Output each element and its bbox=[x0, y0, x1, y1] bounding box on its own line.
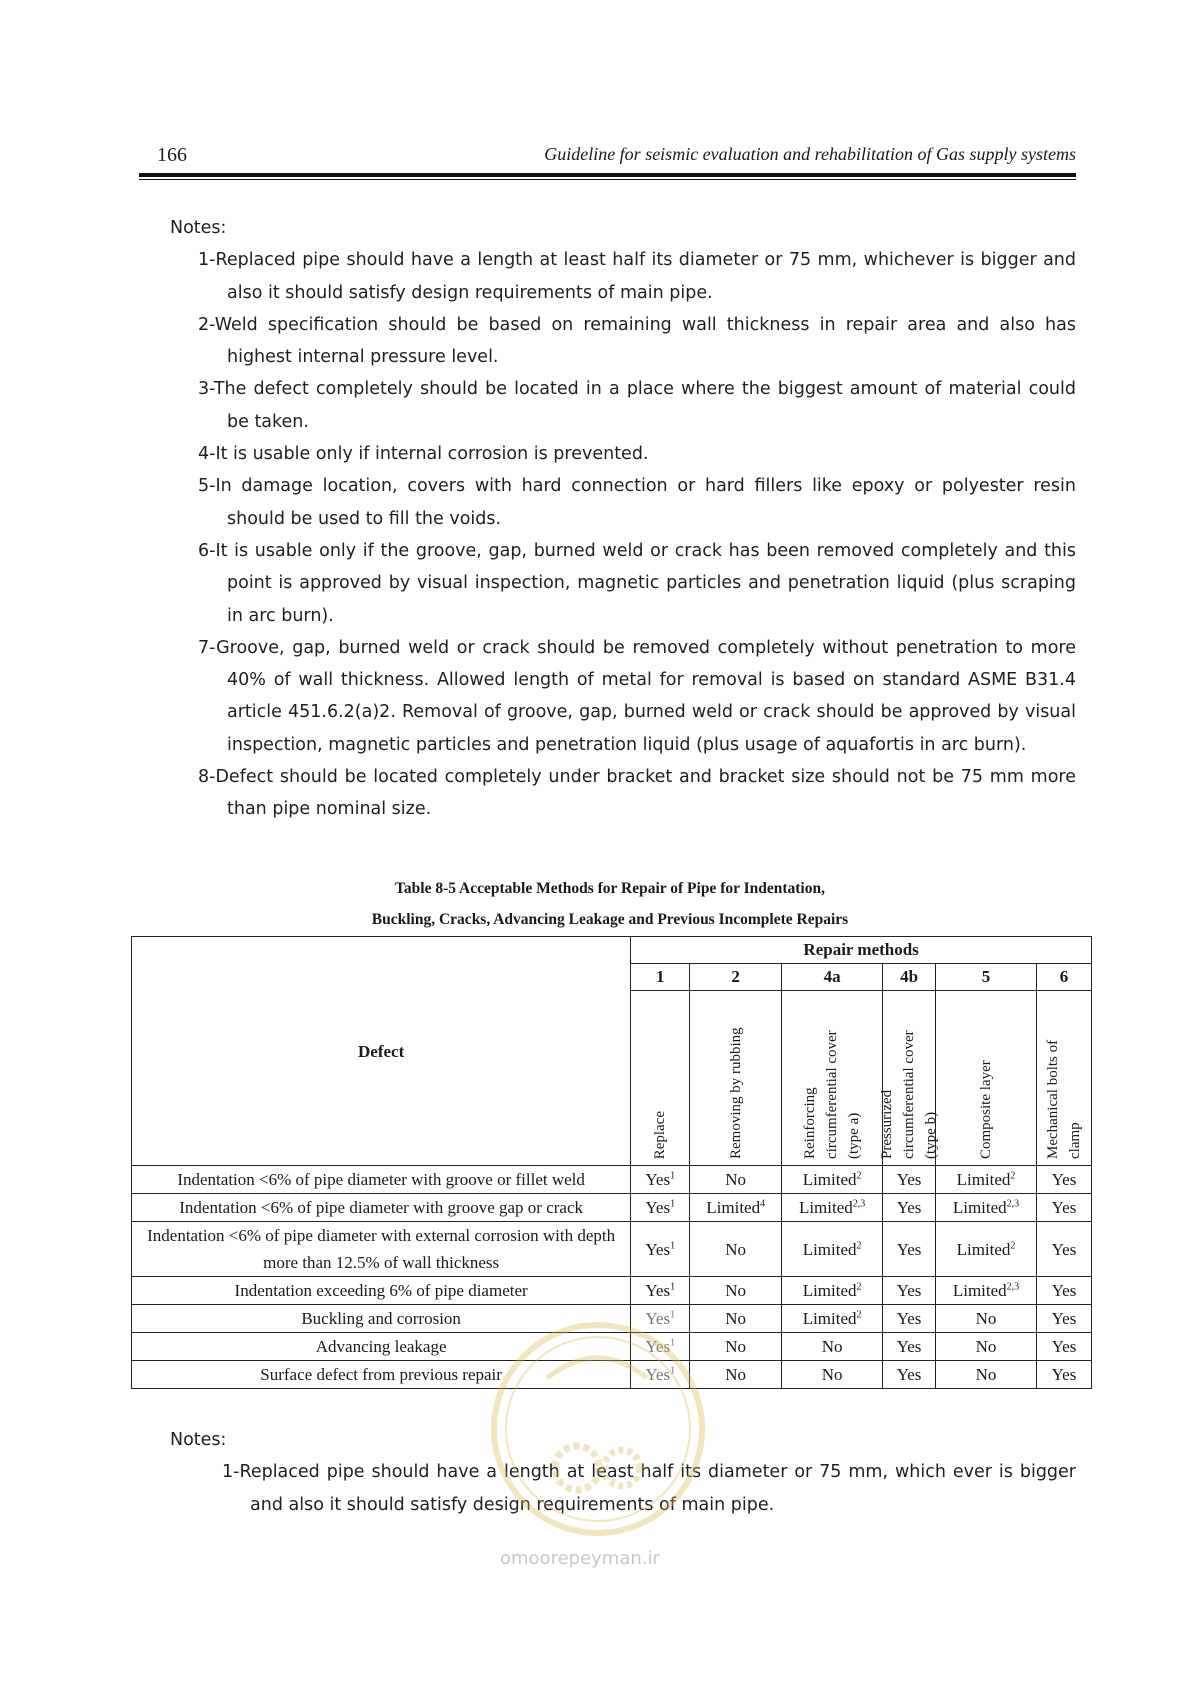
cell-value: Yes bbox=[896, 1281, 922, 1300]
cell-value: No bbox=[725, 1337, 747, 1356]
note-item: 5-In damage location, covers with hard connection or hard fillers like epoxy or polyester resin should be used to fill the voids. bbox=[198, 476, 1076, 529]
cell-value: No bbox=[725, 1239, 747, 1259]
cell-value: Yes bbox=[645, 1281, 671, 1300]
method-cell bbox=[782, 1333, 883, 1361]
method-number: 4b bbox=[883, 964, 936, 991]
method-cell bbox=[883, 1277, 936, 1305]
method-name: Reinforcing circumferential cover (type a) bbox=[802, 1030, 863, 1159]
method-cell bbox=[1036, 1277, 1091, 1305]
cell-value: Limited bbox=[952, 1198, 1007, 1217]
defect-cell: Advancing leakage bbox=[132, 1333, 631, 1361]
cell-value: No bbox=[725, 1170, 747, 1189]
cell-value: Yes bbox=[896, 1337, 922, 1356]
table-row bbox=[132, 1166, 1092, 1194]
method-cell bbox=[936, 1277, 1037, 1305]
method-cell bbox=[936, 1333, 1037, 1361]
cell-value: No bbox=[725, 1309, 747, 1328]
method-cell bbox=[883, 1222, 936, 1277]
method-name: Removing by rubbing bbox=[727, 1027, 744, 1159]
cell-value: Yes bbox=[645, 1239, 671, 1259]
method-cell bbox=[782, 1194, 883, 1222]
cell-value: Limited bbox=[802, 1239, 857, 1259]
method-cell bbox=[782, 1361, 883, 1389]
method-name-cell bbox=[879, 991, 940, 1166]
method-cell bbox=[690, 1222, 782, 1277]
method-cell bbox=[690, 1166, 782, 1194]
cell-value: Limited bbox=[802, 1309, 857, 1328]
method-name-cell bbox=[690, 991, 782, 1166]
method-cell bbox=[631, 1166, 690, 1194]
method-name-cell bbox=[936, 991, 1037, 1166]
table-row bbox=[132, 1194, 1092, 1222]
note-item: 3-The defect completely should be located in a place where the biggest amount of material could be taken. bbox=[198, 379, 1076, 432]
defect-cell: Indentation <6% of pipe diameter with external corrosion with depth more than 12.5% of wall thickness bbox=[132, 1222, 631, 1277]
table-row bbox=[132, 1222, 1092, 1277]
method-number: 5 bbox=[936, 964, 1037, 991]
method-name: Pressurized circumferential cover (type b) bbox=[879, 1030, 940, 1159]
notes-title: Notes: bbox=[170, 1430, 227, 1450]
cell-value: Limited bbox=[706, 1198, 761, 1217]
footnote-ref: 2 bbox=[856, 1170, 862, 1182]
method-cell bbox=[936, 1305, 1037, 1333]
footnote-ref: 1 bbox=[670, 1365, 676, 1377]
method-cell bbox=[1036, 1361, 1091, 1389]
method-cell bbox=[883, 1305, 936, 1333]
cell-value: Yes bbox=[896, 1365, 922, 1384]
cell-value: No bbox=[821, 1365, 843, 1384]
note-item: 6-It is usable only if the groove, gap, burned weld or crack has been removed completely and this point is approved by visual inspection, magnetic particles and penetration liquid (plus scraping in arc burn). bbox=[198, 540, 1076, 626]
cell-value: Yes bbox=[645, 1309, 671, 1328]
method-cell bbox=[936, 1361, 1037, 1389]
table-caption-line1: Table 8-5 Acceptable Methods for Repair of Pipe for Indentation, bbox=[395, 880, 825, 897]
cell-value: Yes bbox=[1051, 1170, 1077, 1189]
cell-value: Limited bbox=[952, 1281, 1007, 1300]
note-item: 1-Replaced pipe should have a length at least half its diameter or 75 mm, which ever is bigger and also it should satisfy design requirements of main pipe. bbox=[222, 1462, 1076, 1515]
cell-value: Yes bbox=[1051, 1198, 1077, 1217]
header-rule-thin bbox=[139, 179, 1076, 180]
method-cell bbox=[782, 1222, 883, 1277]
repair-methods-header: Repair methods bbox=[631, 937, 1092, 964]
cell-value: Yes bbox=[1051, 1239, 1077, 1259]
cell-value: No bbox=[725, 1281, 747, 1300]
table-caption-line2: Buckling, Cracks, Advancing Leakage and Previous Incomplete Repairs bbox=[371, 911, 849, 928]
footnote-ref: 1 bbox=[670, 1281, 676, 1293]
method-cell bbox=[782, 1305, 883, 1333]
footnote-ref: 2,3 bbox=[1006, 1281, 1020, 1293]
method-cell bbox=[1036, 1333, 1091, 1361]
method-cell bbox=[1036, 1222, 1091, 1277]
method-cell bbox=[936, 1166, 1037, 1194]
defect-cell: Indentation exceeding 6% of pipe diameter bbox=[132, 1277, 631, 1305]
note-item: 7-Groove, gap, burned weld or crack should be removed completely without penetration to more 40% of wall thickness. Allowed length of metal for removal is based on standard ASME B31.4 article 451.6.2(a)2. Removal of groove, gap, burned weld or crack should be approved by visual inspection, magnetic particles and penetration liquid (plus usage of aquafortis in arc burn). bbox=[198, 637, 1076, 755]
footnote-ref: 4 bbox=[760, 1198, 766, 1210]
method-cell bbox=[1036, 1305, 1091, 1333]
table-row bbox=[132, 1277, 1092, 1305]
cell-value: Limited bbox=[798, 1198, 853, 1217]
cell-value: Yes bbox=[1051, 1337, 1077, 1356]
method-cell bbox=[883, 1333, 936, 1361]
defect-header: Defect bbox=[132, 937, 631, 1166]
footnote-ref: 2 bbox=[1010, 1170, 1016, 1182]
method-name: Mechanical bolts of clamp bbox=[1044, 1039, 1083, 1159]
cell-value: Yes bbox=[1051, 1365, 1077, 1384]
method-name-cell bbox=[1036, 991, 1091, 1166]
cell-value: Yes bbox=[896, 1170, 922, 1189]
footnote-ref: 2 bbox=[856, 1281, 862, 1293]
footnote-ref: 1 bbox=[670, 1239, 676, 1251]
footnote-ref: 1 bbox=[670, 1309, 676, 1321]
method-cell bbox=[1036, 1194, 1091, 1222]
cell-value: Limited bbox=[802, 1281, 857, 1300]
defect-cell: Buckling and corrosion bbox=[132, 1305, 631, 1333]
method-cell bbox=[1036, 1166, 1091, 1194]
page-number: 166 bbox=[157, 144, 187, 166]
footnote-ref: 2,3 bbox=[1006, 1198, 1020, 1210]
cell-value: No bbox=[725, 1365, 747, 1384]
header-rule-thick bbox=[139, 173, 1076, 177]
cell-value: Limited bbox=[802, 1170, 857, 1189]
cell-value: Yes bbox=[896, 1239, 922, 1259]
method-number: 6 bbox=[1036, 964, 1091, 991]
method-cell bbox=[883, 1361, 936, 1389]
page-header bbox=[139, 138, 1076, 172]
method-cell bbox=[690, 1277, 782, 1305]
method-cell bbox=[631, 1194, 690, 1222]
footnote-ref: 2,3 bbox=[852, 1198, 866, 1210]
footnote-ref: 2 bbox=[1010, 1239, 1016, 1251]
cell-value: Limited bbox=[956, 1239, 1011, 1259]
method-name-cell bbox=[631, 991, 690, 1166]
footnote-ref: 1 bbox=[670, 1337, 676, 1349]
cell-value: Yes bbox=[1051, 1281, 1077, 1300]
method-cell bbox=[690, 1194, 782, 1222]
note-item: 2-Weld specification should be based on remaining wall thickness in repair area and also has highest internal pressure level. bbox=[198, 314, 1076, 368]
method-name: Composite layer bbox=[978, 1060, 995, 1159]
method-name-cell bbox=[782, 991, 883, 1166]
footnote-ref: 2 bbox=[856, 1239, 862, 1251]
cell-value: No bbox=[975, 1365, 997, 1384]
notes-top bbox=[170, 212, 1076, 826]
method-number: 1 bbox=[631, 964, 690, 991]
method-cell bbox=[883, 1194, 936, 1222]
method-cell bbox=[782, 1166, 883, 1194]
note-item: 4-It is usable only if internal corrosion is prevented. bbox=[198, 444, 649, 465]
cell-value: Yes bbox=[645, 1365, 671, 1384]
cell-value: Yes bbox=[896, 1198, 922, 1217]
method-cell bbox=[782, 1277, 883, 1305]
footnote-ref: 1 bbox=[670, 1198, 676, 1210]
watermark-logo bbox=[487, 1318, 709, 1540]
method-cell bbox=[883, 1166, 936, 1194]
watermark-url: omoorepeyman.ir bbox=[500, 1548, 660, 1569]
defect-cell: Surface defect from previous repair bbox=[132, 1361, 631, 1389]
cell-value: Yes bbox=[645, 1198, 671, 1217]
cell-value: Yes bbox=[645, 1337, 671, 1356]
cell-value: No bbox=[821, 1337, 843, 1356]
footnote-ref: 1 bbox=[670, 1170, 676, 1182]
cell-value: Limited bbox=[956, 1170, 1011, 1189]
footnote-ref: 2 bbox=[856, 1309, 862, 1321]
defect-cell: Indentation <6% of pipe diameter with groove or fillet weld bbox=[132, 1166, 631, 1194]
note-item: 8-Defect should be located completely under bracket and bracket size should not be 75 mm more than pipe nominal size. bbox=[198, 767, 1076, 820]
method-cell bbox=[936, 1222, 1037, 1277]
method-cell bbox=[631, 1277, 690, 1305]
notes-title: Notes: bbox=[170, 218, 227, 238]
defect-cell: Indentation <6% of pipe diameter with groove gap or crack bbox=[132, 1194, 631, 1222]
method-name: Replace bbox=[652, 1110, 669, 1159]
cell-value: No bbox=[975, 1309, 997, 1328]
method-cell bbox=[936, 1194, 1037, 1222]
cell-value: Yes bbox=[1051, 1309, 1077, 1328]
method-number: 2 bbox=[690, 964, 782, 991]
method-cell bbox=[631, 1222, 690, 1277]
cell-value: Yes bbox=[645, 1170, 671, 1189]
method-number: 4a bbox=[782, 964, 883, 991]
note-item: 1-Replaced pipe should have a length at least half its diameter or 75 mm, whichever is bigger and also it should satisfy design requirements of main pipe. bbox=[198, 250, 1076, 303]
cell-value: Yes bbox=[896, 1309, 922, 1328]
running-title: Guideline for seismic evaluation and rehabilitation of Gas supply systems bbox=[544, 144, 1076, 164]
cell-value: No bbox=[975, 1337, 997, 1356]
